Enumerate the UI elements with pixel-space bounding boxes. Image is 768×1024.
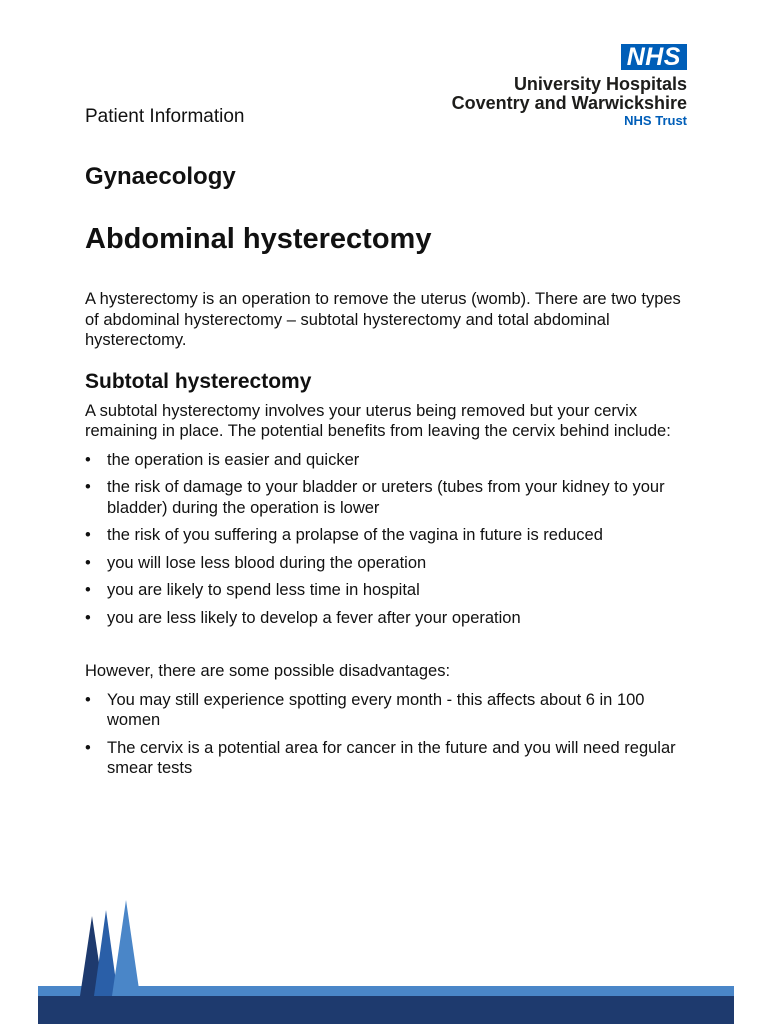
spire-icon [112, 900, 140, 996]
bullet-icon: • [85, 553, 91, 572]
trust-label: NHS Trust [624, 113, 687, 128]
section-heading: Subtotal hysterectomy [85, 369, 312, 393]
list-item-text: you are less likely to develop a fever after your operation [107, 608, 521, 627]
list-item [85, 580, 690, 601]
list-item-text: the risk of damage to your bladder or ureters (tubes from your kidney to your bladder) during the operation is lower [107, 478, 665, 517]
list-item-text: The cervix is a potential area for cancer in the future and you will need regular smear tests [107, 738, 676, 777]
nhs-trust-logo [452, 44, 687, 129]
list-item-text: the risk of you suffering a prolapse of the vagina in future is reduced [107, 526, 603, 544]
document-body [85, 289, 690, 786]
list-item [85, 477, 690, 518]
footer-band-dark [38, 996, 734, 1024]
list-item-text: you are likely to spend less time in hospital [107, 581, 420, 599]
page-title: Abdominal hysterectomy [85, 223, 432, 255]
org-name-line1: University Hospitals [513, 74, 687, 94]
list-item [85, 525, 690, 546]
list-item [85, 450, 690, 471]
intro-paragraph: A hysterectomy is an operation to remove the uterus (womb). There are two types of abdominal hysterectomy – subtotal hysterectomy and total abdominal hysterectomy. [85, 290, 681, 349]
benefits-list [85, 450, 690, 629]
list-item-text: You may still experience spotting every month - this affects about 6 in 100 women [107, 690, 645, 729]
list-item [85, 690, 690, 731]
bullet-icon: • [85, 450, 91, 469]
disadvantages-intro: However, there are some possible disadvantages: [85, 662, 451, 680]
department-heading: Gynaecology [85, 163, 236, 190]
bullet-icon: • [85, 478, 91, 496]
bullet-icon: • [85, 690, 91, 709]
footer-band-light [38, 986, 734, 996]
patient-information-label: Patient Information [85, 106, 245, 127]
list-item-text: the operation is easier and quicker [107, 450, 360, 469]
list-item-text: you will lose less blood during the operation [107, 553, 427, 572]
org-name-line2: Coventry and Warwickshire [451, 93, 687, 113]
footer-decoration [0, 890, 768, 1024]
bullet-icon: • [85, 738, 91, 757]
nhs-logo-box: NHS [621, 44, 687, 70]
list-item [85, 553, 690, 574]
bullet-icon: • [85, 581, 91, 599]
section-paragraph: A subtotal hysterectomy involves your uterus being removed but your cervix remaining in place. The potential benefits from leaving the cervix behind include: [85, 401, 671, 440]
bullet-icon: • [85, 608, 91, 627]
disadvantages-list [85, 690, 690, 779]
bullet-icon: • [85, 526, 91, 544]
list-item [85, 608, 690, 629]
list-item [85, 738, 690, 779]
